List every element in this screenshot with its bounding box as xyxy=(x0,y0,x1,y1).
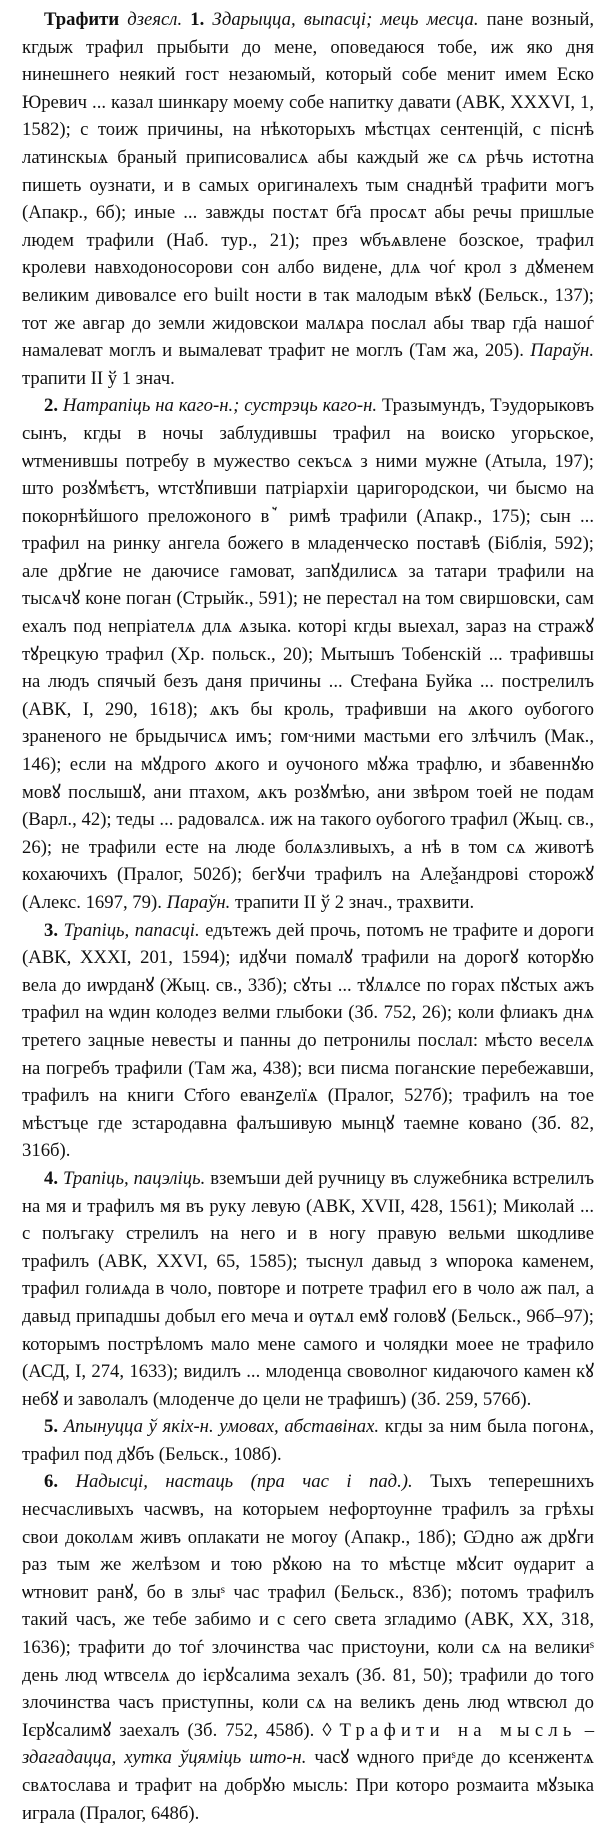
cross-reference-text: трапити II ў 2 знач., трахвити. xyxy=(235,892,475,913)
phrase-marker: ◊ xyxy=(322,1719,332,1741)
sense-3 xyxy=(22,917,594,1165)
cross-reference-label: Параўн. xyxy=(530,340,594,362)
sense-citations: Тыхъ теперешнихъ несчасливыхъ часѡвъ, на которыем нефортоунне трафилъ за грѣхы свои доколѧм живъ оплакати не могоу (Апакр., 18б); Ѡдно аж дрꙋги раз тым же желѣзом и тою рꙋкою на то мѣстце мꙋсит ѹдарит а ѡтновит ранꙋ, бо в злыˢ час трафил (Бельск., 83б); потомъ трафилъ такий часъ, же тебе забимо и с сего света згладимо (АВК, XX, 318, 1636); трафити до тоѓ злочинства час пристоуни, коли сѧ на великиˢ день люд ѡтвселѧ до ієрꙋсалима зехалъ (Зб. 81, 50); трафили до того злочинства часъ приступны, коли сѧ на великъ день люд ѡтвсюл до Ієрꙋсалимꙋ заехалъ (Зб. 752, 458б). xyxy=(22,1471,595,1741)
sense-citations: кгды за ним была погонѧ, трафил под дꙋбъ (Бельск., 108б). xyxy=(22,1416,595,1465)
sense-gloss: Трапіць, папасці. xyxy=(63,919,200,941)
sense-1 xyxy=(22,6,594,392)
headword: Трафити xyxy=(44,9,120,30)
sense-gloss: Натрапіць на каго-н.; сустрэць каго-н. xyxy=(62,395,378,417)
sense-number: 2. xyxy=(44,395,59,417)
part-of-speech: дзеясл. xyxy=(127,9,183,30)
sense-number: 3. xyxy=(44,919,59,941)
sense-4 xyxy=(22,1165,594,1413)
sense-6 xyxy=(22,1468,594,1827)
sense-citations: Тразымундъ, Тэудорыковъ сынъ, кгды в ночы заблудившы трафил на воиско угорьское, ѡтменившы потребу в мужество секъсѧ з ними мужне (Атыла, 197); што розꙋмѣєтъ, ѡтстꙋпивши патріархіи царигородскои, чи бысмо на покорнѣйшого преложоного вꙿ римѣ трафили (Апакр., 175); сын ... трафил на ринку ангела божего в младенческо поставѣ (Біблія, 592); але дрꙋгие не даючисе гамоват, запꙋдилисѧ за татари трафили на тысѧчꙋ коне поган (Стрыйк., 591); не перестал на том свиршовски, сам ехалъ под непріателѧ длѧ ѧзыка. которі кгды выехал, зараз на стражꙋ тꙋрецкую трафил (Хр. польск., 20); Мытышъ Тобенскій ... трафившы на людъ спячый безъ даня причины ... Стефана Буйка ... пострелилъ (АВК, І, 290, 1618); ѧкъ бы кроль, трафивши на ѧкого оубогого зраненого не брыдычисѧ имъ; гомᵕними мастьми его злѣчилъ (Мак., 146); если на мꙋдрого ѧкого и оучоного мꙋжа трафлю, и збавеннꙋю мовꙋ послышꙋ, ани птахом, ѧкъ розꙋмѣю, ани звѣром тоей не подам (Варл., 42); теды ... радовалсѧ. иж на такого оубогого трафил (Жыц. св., 26); не трафили есте на люде болѧзливыхъ, а нѣ в том сѧ животѣ кохаючихъ (Пралог, 502б); бегꙋчи трафилъ на Алеѯандрові сторожꙋ (Алекс. 1697, 79). xyxy=(22,395,595,913)
phrase-headword: Трафити на мысль xyxy=(339,1719,577,1741)
sense-gloss: Апынуцца ў якіх-н. умовах, абставінах. xyxy=(63,1416,380,1438)
sense-number: 4. xyxy=(44,1167,59,1189)
phrase-dash: – xyxy=(584,1719,595,1741)
dictionary-entry xyxy=(22,6,594,1827)
sense-gloss: Надысці, настаць (пра час і пад.). xyxy=(75,1471,413,1493)
sense-gloss: Здарыцца, выпасці; мець месца. xyxy=(212,9,479,30)
sense-number: 1. xyxy=(190,9,205,30)
phrase-gloss: здагадацца, хутка ўцяміць што-н. xyxy=(22,1747,307,1769)
cross-reference-text: трапити II ў 1 знач. xyxy=(22,367,175,389)
sense-5 xyxy=(22,1413,594,1468)
sense-gloss: Трапіць, пацэліць. xyxy=(62,1167,206,1189)
sense-citations: вземъши дей ручницу въ служебника встрелилъ на мя и трафилъ мя въ руку левую (АВК, XVII, 428, 1561); Миколай ... с полъгаку стрелилъ на него и в ногу правую вельми шкодливе трафилъ (АВК, XXVI, 65, 1585); тыснул давыд з ѡпорока каменем, трафил голиѧда в чоло, повторе и потрете трафил его в чоло аж пал, а давыд припадшы добыл его меча и ѹтѧл емꙋ головꙋ (Бельск., 96б–97); которымъ пострѣломъ мало мене самого и чолядки моее не трафило (АСД, І, 274, 1633); видилъ ... млоденца своволног кидаючого камен кꙋ небꙋ и заволалъ (млоденче до цели не трафишъ) (Зб. 259, 576б). xyxy=(22,1167,594,1410)
sense-number: 5. xyxy=(44,1416,59,1438)
sense-citations: пане возный, кгдыж трафил прыбыти до мене, оповедаюся тобе, иж яко дня нинешнего неякий гост незаюмый, который собе менит имем Еско Юревич ... казал шинкару моему собе напитку давати (АВК, XXXVI, 1, 1582); с тоиж причины, на нѣкоторыхъ мѣстцах сентенцій, с піснѣ латинскыѧ браный приписовалисѧ абы каждый же сѧ рѣчь истотна пишеть оузнати, и в самых оригиналехъ тым снаднѣй трафити могъ (Апакр., 6б); иные ... завжды постѧт бг҃а просѧт абы речы пришлые людем трафили (Наб. тур., 21); през ѡбъѧвлене бозское, трафил кролеви навходоносорови сон албо видене, длѧ чоѓ крол з дꙋменем великим дивовалсе его built ности в так малодым вѣкꙋ (Бельск., 137); тот же авгар до земли жидовскои малѧра послал абы твар гд҃а нашоѓ намалеват моглъ и вымалеват трафит не моглъ (Там жа, 205). xyxy=(22,9,595,362)
cross-reference-label: Параўн. xyxy=(166,892,231,913)
sense-2 xyxy=(22,392,594,916)
sense-citations: едътежъ дей прочь, потомъ не трафите и дороги (АВК, XXXI, 201, 1594); идꙋчи помалꙋ трафили на дорогꙋ которꙋю вела до иѡрданꙋ (Жыц. св., 33б); сꙋтьı ... тꙋлѧлсе по горах пꙋстых ажъ трафил на ѡдин колодез велми глыбоки (Зб. 752, 26); коли флиакъ днѧ третего зацные невесты и панны до петронилы послал: мѣсто веселѧ на погребъ трафили (Там жа, 438); вси писма поганские перебежавши, трафилъ на книги Ст҃ого еванꙁелїѧ (Пралог, 527б); трафилъ на тое мѣстъце где зстародавна фалъшивую мынцꙋ таемне ковано (Зб. 82, 316б). xyxy=(22,919,595,1162)
phrase-citations: часꙋ ѡдного приˢде до ксенжентѧ свѧтослава и трафит на добрꙋю мысль: При которо розмаита мꙋзыка играла (Пралог, 648б). xyxy=(22,1747,595,1824)
sense-number: 6. xyxy=(44,1471,59,1493)
